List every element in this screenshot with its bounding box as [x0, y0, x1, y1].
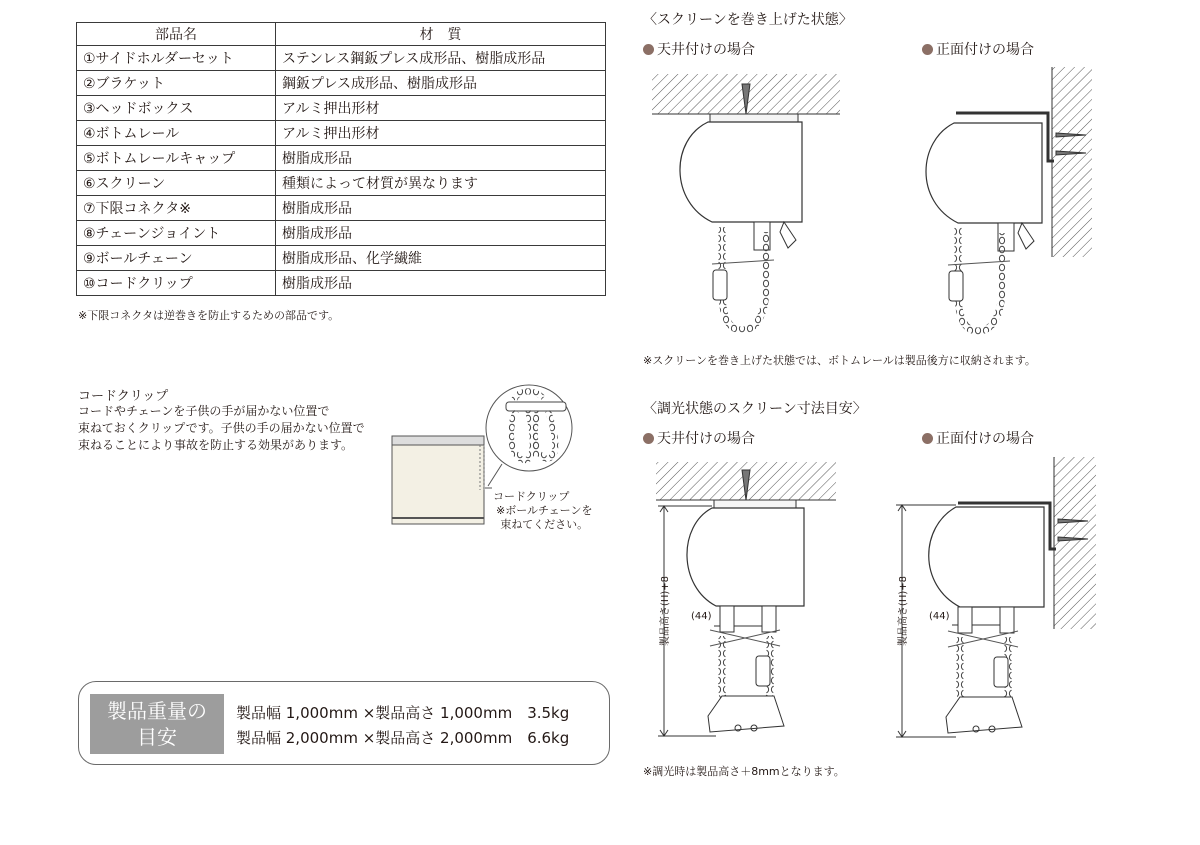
header-part-name: 部品名 [77, 23, 276, 46]
bullet-dot-icon [922, 433, 933, 444]
head-box-shape [687, 508, 804, 606]
rolled-heading: 〈スクリーンを巻き上げた状態〉 [643, 12, 853, 28]
dimmed-ceiling-height-label: 製品高さ(H)+8 [660, 576, 671, 647]
dimmed-ceiling-offset-label: (44) [691, 611, 712, 622]
part-material: 樹脂成形品 [276, 196, 606, 221]
cord-clip-title: コードクリップ [78, 389, 169, 404]
part-name: ④ボトムレール [77, 121, 276, 146]
cord-clip-label: コードクリップ [493, 490, 570, 503]
rolled-ceiling-illustration [650, 72, 850, 342]
clip-figure [506, 402, 566, 411]
part-material: 樹脂成形品 [276, 271, 606, 296]
part-name: ②ブラケット [77, 71, 276, 96]
ball-chain-note [496, 504, 592, 532]
table-row [77, 196, 606, 221]
table-row [77, 96, 606, 121]
wall-hatch [1052, 67, 1092, 257]
header-material: 材 質 [276, 23, 606, 46]
dimmed-ceiling-subhead [643, 428, 755, 448]
head-box-shape [929, 507, 1044, 607]
rolled-ceiling-subhead [643, 39, 755, 59]
dimmed-front-subhead [922, 428, 1034, 448]
part-material: 樹脂成形品、化学繊維 [276, 246, 606, 271]
weight-spec-1: 製品幅 1,000mm ×製品高さ 1,000mm 3.5kg [236, 704, 570, 722]
cord-clip-line: コードやチェーンを子供の手が届かない位置で [78, 404, 330, 418]
head-box-shape [680, 122, 802, 222]
table-row [77, 46, 606, 71]
rolled-front-label: 正面付けの場合 [936, 42, 1034, 58]
bullet-dot-icon [922, 44, 933, 55]
blind-screen-figure [392, 436, 484, 524]
dimmed-front-height-label: 製品高さ(H)+8 [898, 576, 909, 647]
bullet-dot-icon [643, 433, 654, 444]
part-material: アルミ押出形材 [276, 121, 606, 146]
table-row [77, 246, 606, 271]
part-name: ①サイドホルダーセット [77, 46, 276, 71]
part-material: 鋼鈑プレス成形品、樹脂成形品 [276, 71, 606, 96]
cord-clip-line: 束ねることにより事故を防止する効果があります。 [78, 438, 354, 452]
head-box-figure [392, 436, 484, 445]
part-material: アルミ押出形材 [276, 96, 606, 121]
wall-hatch [1054, 457, 1096, 629]
bottom-rail-shape [946, 697, 1022, 733]
part-material: 種類によって材質が異なります [276, 171, 606, 196]
part-name: ⑧チェーンジョイント [77, 221, 276, 246]
dimmed-front-illustration [888, 455, 1100, 745]
table-row [77, 271, 606, 296]
part-name: ⑦下限コネクタ※ [77, 196, 276, 221]
ball-chain-note-line: ※ボールチェーンを [496, 504, 593, 517]
table-row [77, 71, 606, 96]
table-row [77, 221, 606, 246]
bullet-dot-icon [643, 44, 654, 55]
ball-chain-note-line: 束ねてください。 [500, 518, 589, 531]
weight-guide-box [78, 681, 610, 765]
bottom-rail-shape [708, 696, 784, 732]
cord-clip-description [78, 403, 365, 454]
dimmed-note: ※調光時は製品高さ＋8mmとなります。 [643, 765, 845, 778]
part-material: 樹脂成形品 [276, 221, 606, 246]
table-row [77, 171, 606, 196]
dimmed-ceiling-illustration [650, 460, 840, 745]
rolled-ceiling-label: 天井付けの場合 [657, 42, 755, 58]
rolled-note: ※スクリーンを巻き上げた状態では、ボトムレールは製品後方に収納されます。 [643, 354, 1036, 367]
weight-label-line: 目安 [137, 725, 177, 749]
part-name: ③ヘッドボックス [77, 96, 276, 121]
weight-spec-2: 製品幅 2,000mm ×製品高さ 2,000mm 6.6kg [236, 729, 570, 747]
table-row [77, 146, 606, 171]
part-material: ステンレス鋼鈑プレス成形品、樹脂成形品 [276, 46, 606, 71]
weight-label [90, 694, 224, 754]
dimmed-heading: 〈調光状態のスクリーン寸法目安〉 [643, 401, 867, 417]
dimmed-front-offset-label: (44) [929, 611, 950, 622]
part-name: ⑤ボトムレールキャップ [77, 146, 276, 171]
table-row [77, 121, 606, 146]
rolled-front-subhead [922, 39, 1034, 59]
dimmed-front-label: 正面付けの場合 [936, 431, 1034, 447]
weight-label-line: 製品重量の [107, 699, 207, 723]
part-name: ⑨ボールチェーン [77, 246, 276, 271]
connector-note: ※下限コネクタは逆巻きを防止するための部品です。 [78, 309, 340, 322]
part-name: ⑩コードクリップ [77, 271, 276, 296]
parts-table-header [77, 23, 606, 46]
dimmed-ceiling-label: 天井付けの場合 [657, 431, 755, 447]
parts-table [76, 22, 606, 296]
head-box-shape [926, 123, 1042, 223]
part-material: 樹脂成形品 [276, 146, 606, 171]
rolled-front-illustration [918, 65, 1108, 343]
cord-clip-line: 束ねておくクリップです。子供の手の届かない位置で [78, 421, 365, 435]
part-name: ⑥スクリーン [77, 171, 276, 196]
